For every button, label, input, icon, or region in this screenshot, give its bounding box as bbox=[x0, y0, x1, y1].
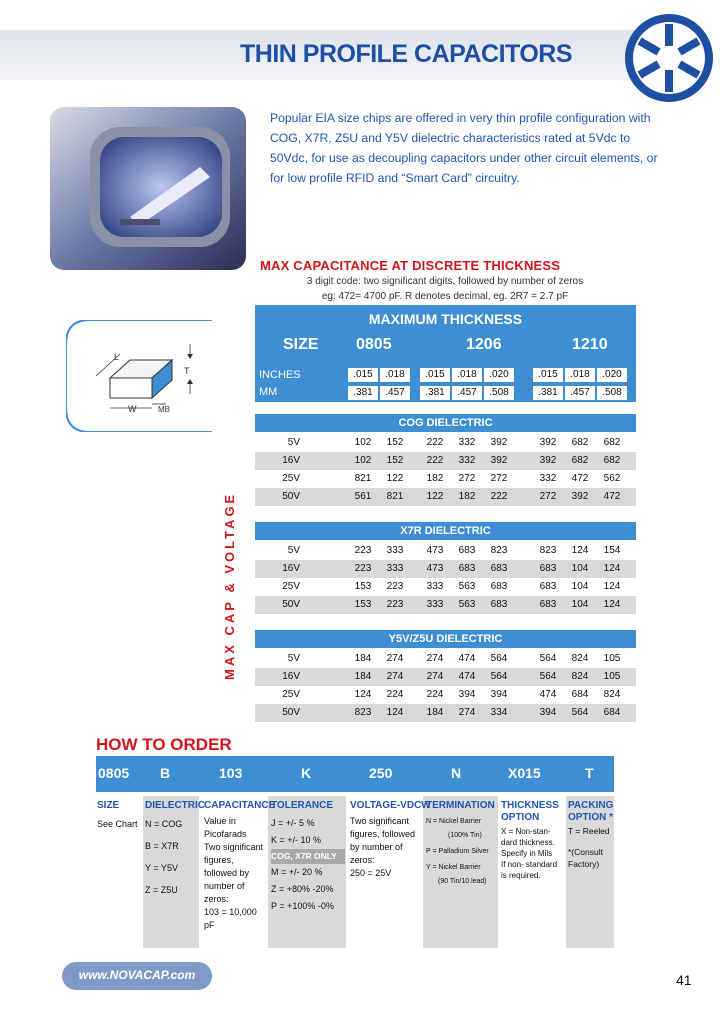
capacitance-cell: 223 bbox=[386, 599, 404, 610]
packing-factory: Factory) bbox=[568, 859, 600, 869]
voltage-label: 25V bbox=[282, 473, 300, 484]
capacitance-cell: 683 bbox=[539, 563, 557, 574]
website-link[interactable]: www.NOVACAP.com bbox=[78, 968, 196, 982]
page-number: 41 bbox=[676, 972, 692, 988]
voltage-label: 5V bbox=[287, 545, 300, 556]
max-capacitance-title: MAX CAPACITANCE AT DISCRETE THICKNESS bbox=[260, 258, 561, 273]
capacitance-cell: 821 bbox=[354, 473, 372, 484]
voltage-heading: VOLTAGE-VDCW bbox=[350, 800, 431, 811]
capacitance-cell: 152 bbox=[386, 455, 404, 466]
thickness-mm-cell: .508 bbox=[597, 386, 627, 400]
capacitance-cell: 222 bbox=[490, 491, 508, 502]
capacitance-cell: 474 bbox=[458, 653, 476, 664]
intro-paragraph: Popular EIA size chips are offered in very thin profile configuration with COG, X7R, Z5U and Y5V dielectric characteristics rated at 5Vdc to 50Vdc, for use as decoupling capacitors under other circuit elements, or for low profile RFID and “Smart Card” circuitry. bbox=[270, 111, 658, 185]
capacitance-cell: 124 bbox=[603, 599, 621, 610]
code-packing: T bbox=[585, 765, 594, 781]
capacitance-cell: 223 bbox=[354, 563, 372, 574]
capacitance-cell: 683 bbox=[539, 599, 557, 610]
capacitance-cell: 184 bbox=[354, 671, 372, 682]
capacitance-cell: 683 bbox=[490, 581, 508, 592]
capacitance-cell: 333 bbox=[386, 545, 404, 556]
capacitance-cell: 562 bbox=[603, 473, 621, 484]
capacitance-cell: 472 bbox=[571, 473, 589, 484]
packing-reeled: T = Reeled bbox=[568, 826, 610, 836]
mm-label: MM bbox=[259, 386, 278, 398]
capacitance-cell: 823 bbox=[490, 545, 508, 556]
dielectric-section-header: X7R DIELECTRIC bbox=[255, 522, 636, 540]
capacitance-cell: 274 bbox=[386, 671, 404, 682]
thickness-label: T bbox=[184, 366, 190, 376]
size-label: SIZE bbox=[283, 336, 319, 353]
capacitance-cell: 823 bbox=[354, 707, 372, 718]
capacitance-cell: 124 bbox=[571, 545, 589, 556]
capacitance-cell: 184 bbox=[426, 707, 444, 718]
thickness-mm-cell: .508 bbox=[484, 386, 514, 400]
thickness-inches-cell: .015 bbox=[348, 368, 378, 382]
code-capacitance: 103 bbox=[219, 765, 243, 781]
capacitance-cell: 102 bbox=[354, 437, 372, 448]
capacitance-cell: 272 bbox=[539, 491, 557, 502]
code-termination: N bbox=[451, 765, 462, 781]
capacitance-cell: 561 bbox=[354, 491, 372, 502]
capacitance-cell: 392 bbox=[490, 455, 508, 466]
capacitance-cell: 124 bbox=[603, 581, 621, 592]
capacitance-cell: 684 bbox=[603, 707, 621, 718]
capacitance-cell: 683 bbox=[490, 563, 508, 574]
tolerance-text: J = +/- 5 % K = +/- 10 % COG, X7R ONLY M = +/- 20 % Z = +80% -20% P = +100% -0% bbox=[271, 815, 345, 915]
capacitance-cell: 274 bbox=[426, 653, 444, 664]
voltage-label: 5V bbox=[287, 653, 300, 664]
thickness-mm-cell: .381 bbox=[420, 386, 450, 400]
capacitance-cell: 682 bbox=[603, 437, 621, 448]
capacitance-cell: 182 bbox=[426, 473, 444, 484]
thickness-inches-cell: .020 bbox=[597, 368, 627, 382]
capacitance-cell: 223 bbox=[386, 581, 404, 592]
how-to-order-title: HOW TO ORDER bbox=[96, 735, 232, 754]
capacitance-cell: 332 bbox=[539, 473, 557, 484]
capacitance-cell: 564 bbox=[490, 653, 508, 664]
dielectric-option: Y = Y5V bbox=[145, 863, 178, 873]
capacitance-cell: 104 bbox=[571, 581, 589, 592]
capacitance-cell: 824 bbox=[571, 653, 589, 664]
capacitance-cell: 274 bbox=[426, 671, 444, 682]
capacitance-cell: 272 bbox=[490, 473, 508, 484]
capacitance-cell: 333 bbox=[426, 581, 444, 592]
size-0805: 0805 bbox=[356, 336, 392, 353]
voltage-text: Two significant figures, followed by number of zeros: 250 = 25V bbox=[350, 816, 416, 878]
capacitance-cell: 332 bbox=[458, 455, 476, 466]
capacitance-cell: 823 bbox=[539, 545, 557, 556]
capacitance-cell: 472 bbox=[603, 491, 621, 502]
capacitance-cell: 122 bbox=[426, 491, 444, 502]
voltage-label: 50V bbox=[282, 599, 300, 610]
thickness-inches-cell: .015 bbox=[420, 368, 450, 382]
capacitance-cell: 222 bbox=[426, 437, 444, 448]
capacitance-cell: 474 bbox=[539, 689, 557, 700]
voltage-label: 5V bbox=[287, 437, 300, 448]
vertical-label-text: MAX CAP & VOLTAGE bbox=[222, 491, 237, 680]
voltage-label: 50V bbox=[282, 491, 300, 502]
capacitance-cell: 394 bbox=[458, 689, 476, 700]
capacitance-cell: 683 bbox=[539, 581, 557, 592]
thickness-mm-cell: .457 bbox=[565, 386, 595, 400]
size-text: See Chart bbox=[97, 819, 138, 829]
packing-heading: PACKING bbox=[568, 800, 614, 811]
capacitance-cell: 392 bbox=[539, 455, 557, 466]
capacitance-cell: 683 bbox=[490, 599, 508, 610]
capacitance-text: Value in Picofarads Two significant figures, followed by number of zeros: 103 = 10,000 pF bbox=[204, 816, 264, 930]
inches-label: INCHES bbox=[259, 369, 301, 381]
packing-consult: *(Consult bbox=[568, 847, 603, 857]
termination-text: N = Nickel Barrier (100% Tin) P = Palladium Silver Y = Nickel Barrier (90 Tin/10 lead) bbox=[426, 818, 489, 885]
capacitance-cell: 104 bbox=[571, 599, 589, 610]
capacitance-cell: 105 bbox=[603, 653, 621, 664]
code-note: 3 digit code: two significant digits, followed by number of zeros bbox=[306, 276, 584, 287]
capacitance-cell: 682 bbox=[571, 437, 589, 448]
voltage-label: 50V bbox=[282, 707, 300, 718]
capacitance-cell: 182 bbox=[458, 491, 476, 502]
dielectric-section-header: Y5V/Z5U DIELECTRIC bbox=[255, 630, 636, 648]
capacitance-cell: 394 bbox=[490, 689, 508, 700]
termination-heading: TERMINATION bbox=[426, 800, 495, 811]
capacitance-cell: 154 bbox=[603, 545, 621, 556]
thickness-mm-cell: .381 bbox=[348, 386, 378, 400]
capacitance-cell: 274 bbox=[458, 707, 476, 718]
width-label: W bbox=[128, 404, 137, 414]
voltage-label: 25V bbox=[282, 689, 300, 700]
thickness-heading: THICKNESS bbox=[501, 800, 559, 811]
thickness-inches-cell: .015 bbox=[533, 368, 563, 382]
capacitance-cell: 224 bbox=[386, 689, 404, 700]
capacitance-cell: 124 bbox=[386, 707, 404, 718]
capacitance-cell: 333 bbox=[386, 563, 404, 574]
thickness-heading-2: OPTION bbox=[501, 812, 540, 823]
packing-heading-2: OPTION * bbox=[568, 812, 614, 823]
size-1210: 1210 bbox=[572, 336, 608, 353]
thickness-inches-cell: .018 bbox=[565, 368, 595, 382]
page-title: THIN PROFILE CAPACITORS bbox=[240, 40, 573, 68]
max-cap-voltage-vertical-label bbox=[214, 458, 242, 680]
capacitance-cell: 684 bbox=[571, 689, 589, 700]
thickness-inches-cell: .018 bbox=[452, 368, 482, 382]
capacitance-cell: 153 bbox=[354, 581, 372, 592]
capacitance-cell: 222 bbox=[426, 455, 444, 466]
thickness-inches-cell: .020 bbox=[484, 368, 514, 382]
capacitance-cell: 274 bbox=[386, 653, 404, 664]
capacitance-cell: 564 bbox=[539, 671, 557, 682]
capacitance-cell: 334 bbox=[490, 707, 508, 718]
dielectric-option: B = X7R bbox=[145, 841, 179, 851]
size-1206: 1206 bbox=[466, 336, 502, 353]
thickness-mm-cell: .457 bbox=[452, 386, 482, 400]
maximum-thickness-header: MAXIMUM THICKNESS bbox=[255, 305, 636, 333]
capacitance-cell: 223 bbox=[354, 545, 372, 556]
code-example-note: eg: 472= 4700 pF. R denotes decimal, eg. 2R7 = 2.7 pF bbox=[321, 291, 569, 302]
capacitance-cell: 104 bbox=[571, 563, 589, 574]
thickness-text: X = Non-stan- dard thickness. Specify in Mils If non- standard is required. bbox=[501, 827, 558, 880]
capacitance-cell: 564 bbox=[539, 653, 557, 664]
code-dielectric: B bbox=[160, 765, 171, 781]
capacitance-cell: 473 bbox=[426, 563, 444, 574]
dielectric-heading: DIELECTRIC bbox=[145, 800, 205, 811]
capacitance-cell: 153 bbox=[354, 599, 372, 610]
capacitance-cell: 394 bbox=[539, 707, 557, 718]
capacitance-cell: 683 bbox=[458, 563, 476, 574]
capacitance-cell: 824 bbox=[571, 671, 589, 682]
capacitance-cell: 184 bbox=[354, 653, 372, 664]
capacitance-cell: 682 bbox=[571, 455, 589, 466]
capacitance-cell: 563 bbox=[458, 581, 476, 592]
capacitance-cell: 102 bbox=[354, 455, 372, 466]
capacitance-cell: 333 bbox=[426, 599, 444, 610]
capacitance-cell: 821 bbox=[386, 491, 404, 502]
capacitance-cell: 474 bbox=[458, 671, 476, 682]
capacitance-cell: 124 bbox=[354, 689, 372, 700]
capacitance-cell: 105 bbox=[603, 671, 621, 682]
voltage-label: 16V bbox=[282, 563, 300, 574]
size-heading: SIZE bbox=[97, 800, 120, 811]
thickness-mm-cell: .381 bbox=[533, 386, 563, 400]
capacitance-cell: 564 bbox=[571, 707, 589, 718]
code-size: 0805 bbox=[98, 765, 130, 781]
capacitance-cell: 152 bbox=[386, 437, 404, 448]
capacitance-cell: 824 bbox=[603, 689, 621, 700]
voltage-label: 16V bbox=[282, 455, 300, 466]
capacitance-cell: 392 bbox=[571, 491, 589, 502]
chip-dimension-diagram bbox=[66, 320, 212, 432]
thickness-mm-cell: .457 bbox=[380, 386, 410, 400]
dielectric-section-header: COG DIELECTRIC bbox=[255, 414, 636, 432]
capacitance-cell: 682 bbox=[603, 455, 621, 466]
capacitance-cell: 683 bbox=[458, 545, 476, 556]
novacap-logo-icon bbox=[623, 12, 715, 104]
thickness-inches-cell: .018 bbox=[380, 368, 410, 382]
code-tolerance: K bbox=[301, 765, 312, 781]
capacitance-cell: 124 bbox=[603, 563, 621, 574]
dielectric-option: N = COG bbox=[145, 819, 183, 829]
capacitance-cell: 224 bbox=[426, 689, 444, 700]
capacitance-heading: CAPACITANCE bbox=[204, 800, 276, 811]
voltage-label: 25V bbox=[282, 581, 300, 592]
voltage-label: 16V bbox=[282, 671, 300, 682]
tolerance-heading: TOLERANCE bbox=[271, 800, 334, 811]
capacitance-cell: 272 bbox=[458, 473, 476, 484]
capacitance-cell: 392 bbox=[539, 437, 557, 448]
capacitance-cell: 392 bbox=[490, 437, 508, 448]
capacitance-cell: 122 bbox=[386, 473, 404, 484]
code-voltage: 250 bbox=[369, 765, 393, 781]
length-label: L bbox=[114, 352, 120, 362]
code-thickness: X015 bbox=[508, 765, 541, 781]
capacitance-cell: 564 bbox=[490, 671, 508, 682]
dielectric-option: Z = Z5U bbox=[145, 885, 178, 895]
capacitance-cell: 332 bbox=[458, 437, 476, 448]
lab-photo bbox=[50, 107, 246, 270]
capacitance-cell: 473 bbox=[426, 545, 444, 556]
capacitance-cell: 563 bbox=[458, 599, 476, 610]
margin-band-label: MB bbox=[158, 405, 170, 414]
